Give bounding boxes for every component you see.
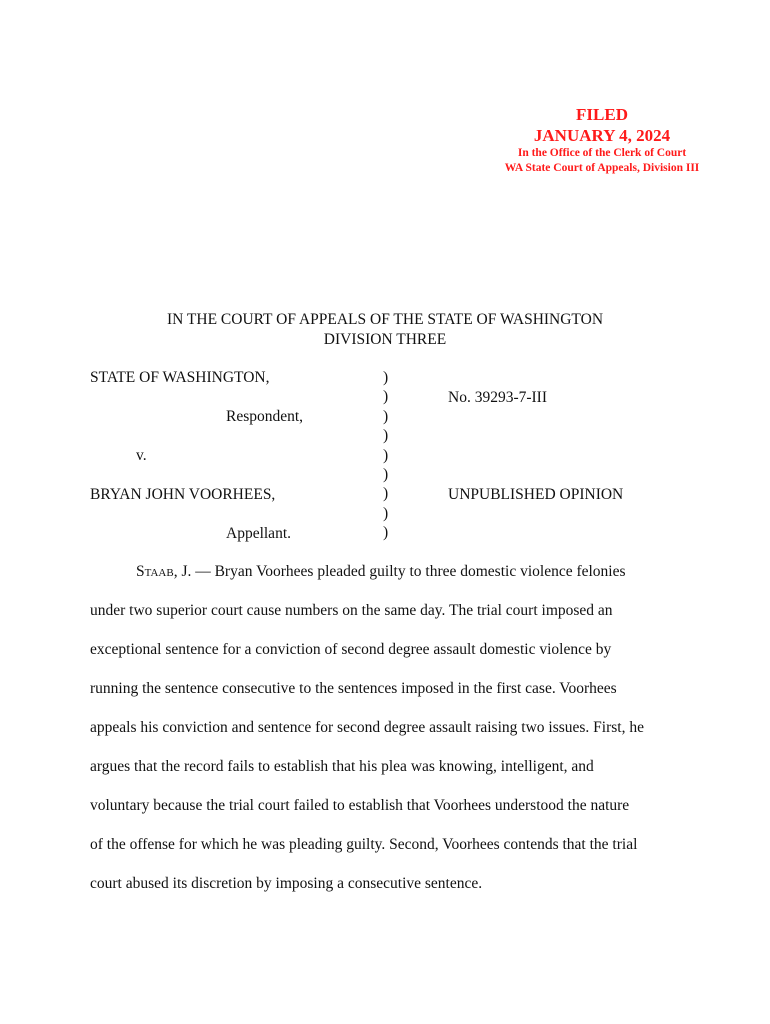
caption-paren: ) (383, 466, 389, 484)
filed-label: FILED (576, 105, 628, 124)
opinion-line: voluntary because the trial court failed to establish that Voorhees understood the nature (90, 797, 630, 814)
caption-paren: ) (383, 504, 389, 522)
respondent-name: STATE OF WASHINGTON, (90, 369, 270, 386)
caption-paren: ) (383, 388, 389, 406)
appellant-name: BRYAN JOHN VOORHEES, (90, 486, 276, 503)
opinion-line: argues that the record fails to establish that his plea was knowing, intelligent, and (90, 758, 594, 775)
caption-paren: ) (383, 524, 389, 542)
filed-stamp (470, 104, 734, 176)
opinion-body (90, 560, 690, 911)
caption-paren: ) (383, 369, 389, 386)
opinion-line: of the offense for which he was pleading guilty. Second, Voorhees contends that the trial (90, 836, 638, 853)
versus-label: v. (136, 447, 147, 464)
caption-paren: ) (383, 407, 389, 425)
case-number: No. 39293-7-III (448, 389, 548, 406)
opinion-line: court abused its discretion by imposing a consecutive sentence. (90, 875, 483, 892)
clerk-office-line: In the Office of the Clerk of Court (517, 147, 687, 159)
opinion-line: exceptional sentence for a conviction of second degree assault domestic violence by (90, 641, 612, 658)
author-name: Staab (136, 563, 174, 580)
division-title: DIVISION THREE (323, 331, 447, 348)
court-title: IN THE COURT OF APPEALS OF THE STATE OF WASHINGTON (166, 311, 604, 328)
court-division-line: WA State Court of Appeals, Division III (504, 162, 700, 174)
caption-paren: ) (383, 485, 389, 503)
opinion-line: appeals his conviction and sentence for second degree assault raising two issues. First, he (90, 719, 644, 736)
court-heading (0, 310, 770, 350)
opinion-paragraph-first-line (90, 560, 690, 599)
opinion-type: UNPUBLISHED OPINION (448, 486, 624, 503)
appellant-role: Appellant. (226, 525, 291, 542)
caption-paren: ) (383, 427, 389, 445)
opinion-line: , J. — Bryan Voorhees pleaded guilty to three domestic violence felonies (173, 563, 626, 580)
opinion-line: running the sentence consecutive to the sentences imposed in the first case. Voorhees (90, 680, 617, 697)
caption-parentheses (383, 368, 388, 543)
filed-date: JANUARY 4, 2024 (533, 126, 671, 145)
respondent-role: Respondent, (226, 408, 304, 425)
opinion-line: under two superior court cause numbers on the same day. The trial court imposed an (90, 602, 613, 619)
caption-paren: ) (383, 446, 389, 464)
